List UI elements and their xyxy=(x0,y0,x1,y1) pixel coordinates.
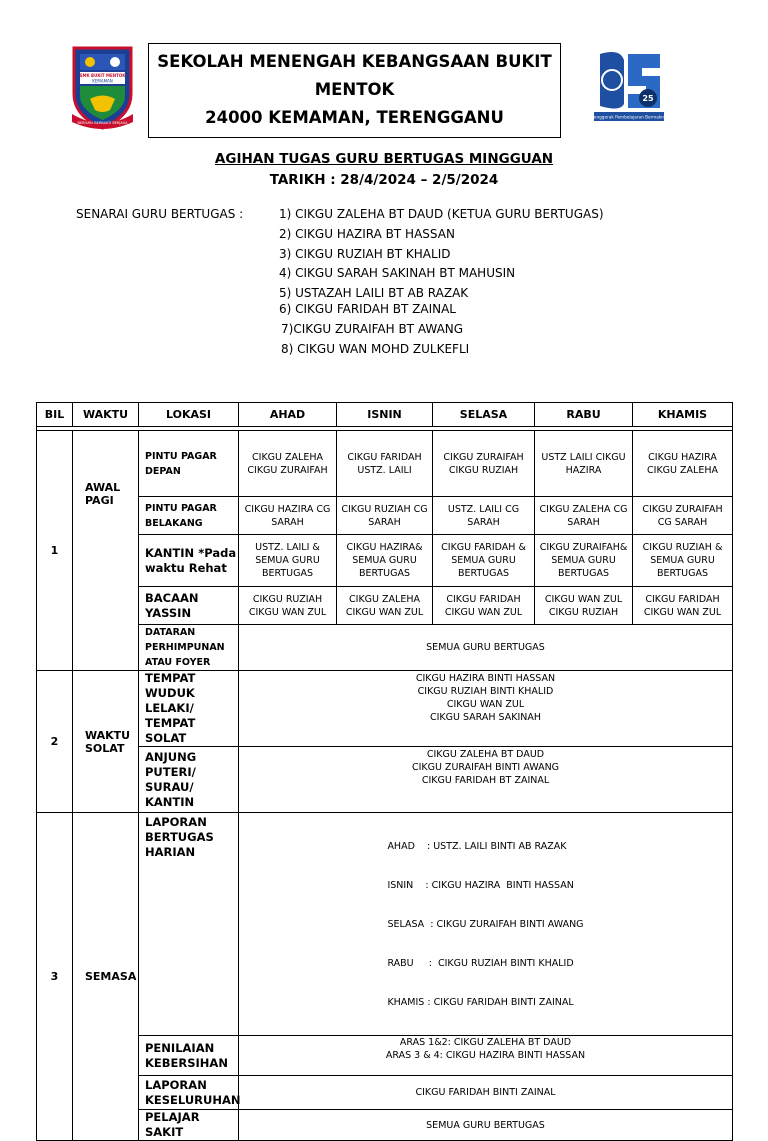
assignment-line: CIKGU SARAH SAKINAH xyxy=(429,712,542,723)
merged-roster-cell: SEMUA GURU BERTUGAS xyxy=(239,1110,733,1141)
col-header-selasa: SELASA xyxy=(433,403,535,427)
location-cell: PINTU PAGAR BELAKANG xyxy=(139,497,239,535)
duty-teacher-item: 5) USTAZAH LAILI BT AB RAZAK xyxy=(279,286,469,300)
merged-roster-cell xyxy=(239,813,733,1036)
anniversary-number: 25 xyxy=(642,94,654,103)
assignment-line: ARAS 1&2: CIKGU ZALEHA BT DAUD xyxy=(399,1037,572,1048)
section-number: 3 xyxy=(37,813,73,1141)
location-cell: KANTIN *Pada waktu Rehat xyxy=(139,535,239,587)
roster-cell: USTZ LAILI CIKGU HAZIRA xyxy=(535,431,633,497)
col-header-waktu: WAKTU xyxy=(73,403,139,427)
roster-cell: CIKGU ZALEHA CIKGU WAN ZUL xyxy=(337,587,433,625)
roster-cell: CIKGU WAN ZUL CIKGU RUZIAH xyxy=(535,587,633,625)
roster-cell: CIKGU FARIDAH CIKGU WAN ZUL xyxy=(433,587,535,625)
duty-teacher-item: 2) CIKGU HAZIRA BT HASSAN xyxy=(279,227,455,241)
assignment-line: CIKGU ZALEHA BT DAUD xyxy=(426,749,545,760)
assignment-line: ISNIN : CIKGU HAZIRA BINTI HASSAN xyxy=(387,880,574,891)
roster-cell: CIKGU RUZIAH CIKGU WAN ZUL xyxy=(239,587,337,625)
roster-cell: CIKGU FARIDAH CIKGU WAN ZUL xyxy=(633,587,733,625)
duty-teacher-item: 1) CIKGU ZALEHA BT DAUD (KETUA GURU BERTUGAS) xyxy=(279,207,604,221)
assignment-line: CIKGU ZURAIFAH BINTI AWANG xyxy=(411,762,560,773)
duty-list-label: SENARAI GURU BERTUGAS : xyxy=(76,207,244,221)
assignment-line: CIKGU RUZIAH BINTI KHALID xyxy=(417,686,554,697)
roster-cell: CIKGU FARIDAH USTZ. LAILI xyxy=(337,431,433,497)
duty-teacher-item: 6) CIKGU FARIDAH BT ZAINAL xyxy=(279,302,456,316)
location-cell: TEMPAT WUDUK LELAKI/ TEMPAT SOLAT xyxy=(139,671,239,747)
table-row xyxy=(37,587,733,625)
table-row xyxy=(37,1110,733,1141)
section-number: 2 xyxy=(37,671,73,813)
section-time: WAKTU SOLAT xyxy=(73,671,139,813)
roster-cell: USTZ. LAILI & SEMUA GURU BERTUGAS xyxy=(239,535,337,587)
section-time: SEMASA xyxy=(73,813,139,1141)
assignment-line: AHAD : USTZ. LAILI BINTI AB RAZAK xyxy=(387,841,567,852)
crest-school-name: SMK BUKIT MENTOK xyxy=(79,73,126,78)
col-header-isnin: ISNIN xyxy=(337,403,433,427)
col-header-rabu: RABU xyxy=(535,403,633,427)
table-header-row xyxy=(37,403,733,427)
duty-roster-table xyxy=(36,402,733,1141)
merged-roster-cell: CIKGU FARIDAH BINTI ZAINAL xyxy=(239,1076,733,1110)
assignment-line: CIKGU FARIDAH BT ZAINAL xyxy=(421,775,550,786)
section-time: AWAL PAGI xyxy=(73,431,139,671)
date-range: TARIKH : 28/4/2024 – 2/5/2024 xyxy=(269,172,499,188)
table-row xyxy=(37,497,733,535)
merged-roster-cell xyxy=(239,747,733,813)
col-header-lokasi: LOKASI xyxy=(139,403,239,427)
section-number: 1 xyxy=(37,431,73,671)
roster-cell: CIKGU RUZIAH CG SARAH xyxy=(337,497,433,535)
assignment-line: RABU : CIKGU RUZIAH BINTI KHALID xyxy=(387,958,574,969)
location-cell: PELAJAR SAKIT xyxy=(139,1110,239,1141)
table-row xyxy=(37,671,733,747)
roster-cell: CIKGU ZALEHA CIKGU ZURAIFAH xyxy=(239,431,337,497)
location-cell: LAPORAN BERTUGAS HARIAN xyxy=(139,813,239,1036)
crest-district: KEMAMAN xyxy=(92,78,113,84)
school-name-line1: SEKOLAH MENENGAH KEBANGSAAN BUKIT xyxy=(157,52,552,71)
table-row xyxy=(37,813,733,1036)
table-row xyxy=(37,625,733,671)
location-cell: PENILAIAN KEBERSIHAN xyxy=(139,1036,239,1076)
table-row xyxy=(37,535,733,587)
merged-roster-cell: SEMUA GURU BERTUGAS xyxy=(239,625,733,671)
roster-cell: USTZ. LAILI CG SARAH xyxy=(433,497,535,535)
roster-cell: CIKGU HAZIRA CG SARAH xyxy=(239,497,337,535)
table-row xyxy=(37,747,733,813)
roster-cell: CIKGU RUZIAH & SEMUA GURU BERTUGAS xyxy=(633,535,733,587)
roster-cell: CIKGU ZURAIFAH CG SARAH xyxy=(633,497,733,535)
document-title: AGIHAN TUGAS GURU BERTUGAS MINGGUAN xyxy=(214,151,554,167)
location-cell: PINTU PAGAR DEPAN xyxy=(139,431,239,497)
anniversary-tagline: Penggerak Pembelajaran Bermakna xyxy=(591,114,667,120)
location-cell: ANJUNG PUTERI/ SURAU/ KANTIN xyxy=(139,747,239,813)
crest-motto: BERILMU BERBAKTI BERJASA xyxy=(77,121,128,125)
roster-cell: CIKGU HAZIRA CIKGU ZALEHA xyxy=(633,431,733,497)
assignment-line: KHAMIS : CIKGU FARIDAH BINTI ZAINAL xyxy=(387,997,574,1008)
roster-cell: CIKGU ZALEHA CG SARAH xyxy=(535,497,633,535)
merged-roster-cell xyxy=(239,1036,733,1076)
location-cell: LAPORAN KESELURUHAN xyxy=(139,1076,239,1110)
roster-cell: CIKGU ZURAIFAH& SEMUA GURU BERTUGAS xyxy=(535,535,633,587)
col-header-bil: BIL xyxy=(37,403,73,427)
duty-teacher-item: 4) CIKGU SARAH SAKINAH BT MAHUSIN xyxy=(279,266,516,280)
duty-teacher-item: 8) CIKGU WAN MOHD ZULKEFLI xyxy=(281,342,470,356)
duty-teacher-item: 3) CIKGU RUZIAH BT KHALID xyxy=(279,247,451,261)
location-cell: DATARAN PERHIMPUNAN ATAU FOYER xyxy=(139,625,239,671)
table-row xyxy=(37,431,733,497)
school-title-box xyxy=(148,43,561,138)
merged-roster-cell xyxy=(239,671,733,747)
assignment-line: SELASA : CIKGU ZURAIFAH BINTI AWANG xyxy=(387,919,584,930)
assignment-line: CIKGU HAZIRA BINTI HASSAN xyxy=(415,673,556,684)
roster-cell: CIKGU FARIDAH & SEMUA GURU BERTUGAS xyxy=(433,535,535,587)
assignment-line: ARAS 3 & 4: CIKGU HAZIRA BINTI HASSAN xyxy=(385,1050,586,1061)
col-header-khamis: KHAMIS xyxy=(633,403,733,427)
school-name-line2: MENTOK xyxy=(314,80,395,99)
location-cell: BACAAN YASSIN xyxy=(139,587,239,625)
roster-cell: CIKGU HAZIRA& SEMUA GURU BERTUGAS xyxy=(337,535,433,587)
col-header-ahad: AHAD xyxy=(239,403,337,427)
table-row xyxy=(37,1076,733,1110)
school-crest-logo xyxy=(70,44,135,130)
duty-teacher-item: 7)CIKGU ZURAIFAH BT AWANG xyxy=(281,322,464,336)
assignment-line: CIKGU WAN ZUL xyxy=(446,699,525,710)
school-address: 24000 KEMAMAN, TERENGGANU xyxy=(205,108,504,127)
roster-cell: CIKGU ZURAIFAH CIKGU RUZIAH xyxy=(433,431,535,497)
anniversary-logo xyxy=(590,46,668,126)
table-row xyxy=(37,1036,733,1076)
